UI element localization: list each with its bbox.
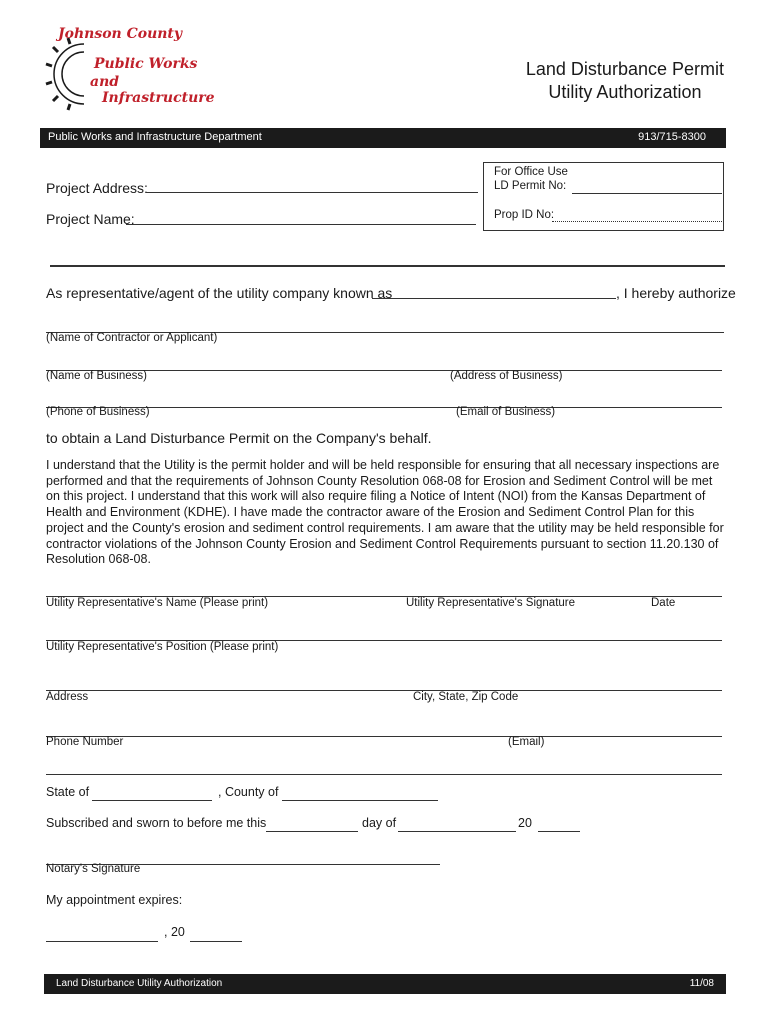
- year-prefix-label: 20: [518, 816, 532, 830]
- contractor-name-label: (Name of Contractor or Applicant): [46, 332, 218, 344]
- expires-year-prefix: , 20: [164, 925, 185, 939]
- title-line-2: Utility Authorization: [548, 82, 702, 102]
- project-address-input[interactable]: [146, 178, 478, 193]
- footer-form-name: Land Disturbance Utility Authorization: [56, 978, 223, 989]
- authorization-purpose: to obtain a Land Disturbance Permit on the Company's behalf.: [46, 430, 432, 446]
- rep-position-label: Utility Representative's Position (Please print): [46, 641, 279, 653]
- state-input[interactable]: [92, 786, 212, 801]
- phone-label: Phone Number: [46, 736, 124, 748]
- project-name-input[interactable]: [126, 210, 476, 225]
- header-bar: [40, 128, 726, 148]
- authorization-intro-end: , I hereby authorize: [616, 285, 736, 301]
- project-name-label: Project Name:: [46, 211, 135, 227]
- month-input[interactable]: [398, 817, 516, 832]
- county-of-label: , County of: [218, 785, 279, 799]
- authorization-intro: As representative/agent of the utility company known as: [46, 285, 393, 301]
- rep-position-input[interactable]: [46, 626, 722, 641]
- rep-signature-label: Utility Representative's Signature: [406, 597, 576, 609]
- appointment-expires-label: My appointment expires:: [46, 893, 183, 907]
- ld-permit-input[interactable]: [572, 179, 722, 194]
- county-logo: [44, 26, 214, 116]
- prop-id-label: Prop ID No:: [494, 209, 555, 221]
- office-use-box: [483, 162, 724, 231]
- date-label: Date: [651, 597, 676, 609]
- notary-divider: [46, 774, 722, 775]
- business-name-input[interactable]: [46, 356, 722, 371]
- business-email-label: (Email of Business): [456, 406, 556, 418]
- business-name-label: (Name of Business): [46, 370, 147, 382]
- expires-date-input[interactable]: [46, 927, 158, 942]
- city-state-zip-label: City, State, Zip Code: [413, 691, 519, 703]
- footer-bar: [44, 974, 726, 994]
- footer-form-date: 11/08: [689, 978, 714, 989]
- ld-permit-label: LD Permit No:: [494, 180, 567, 192]
- rep-name-input[interactable]: [46, 582, 722, 597]
- page-title: [526, 58, 724, 104]
- subscribed-label: Subscribed and sworn to before me this: [46, 816, 267, 830]
- logo-county: Johnson County: [58, 26, 183, 42]
- rep-name-label: Utility Representative's Name (Please print): [46, 597, 269, 609]
- department-name: Public Works and Infrastructure Department: [48, 131, 262, 143]
- logo-and: and: [90, 74, 120, 90]
- logo-infrastructure: Infrastructure: [102, 90, 215, 106]
- day-input[interactable]: [266, 817, 358, 832]
- utility-company-input[interactable]: [372, 284, 616, 299]
- email-label: (Email): [508, 736, 545, 748]
- logo-public-works: Public Works: [94, 56, 198, 72]
- phone-input[interactable]: [46, 722, 722, 737]
- contractor-name-input[interactable]: [46, 318, 724, 333]
- responsibility-statement: I understand that the Utility is the permit holder and will be held responsible for ensuring that all necessary inspections are performed and that the requirements of Johnson County Resolution 068-08 for Erosion and Sediment Control will be met on this project. I understand that this work will also require filing a Notice of Intent (NOI) from the Kansas Department of Health and Environment (KDHE). I have made the contractor aware of the Erosion and Sediment Control Plan for this project and the County's erosion and sediment control requirements. I am aware that the utility may be held responsible for contractor violations of the Johnson County Erosion and Sediment Control Requirements pursuant to section 11.20.130 of Resolution 068-08.: [46, 458, 724, 567]
- county-input[interactable]: [282, 786, 438, 801]
- state-of-label: State of: [46, 785, 90, 799]
- notary-signature-label: Notary's Signature: [46, 863, 141, 875]
- office-use-heading: For Office Use: [494, 166, 568, 178]
- business-address-label: (Address of Business): [450, 370, 563, 382]
- business-phone-label: (Phone of Business): [46, 406, 150, 418]
- address-input[interactable]: [46, 676, 722, 691]
- address-label: Address: [46, 691, 89, 703]
- prop-id-input[interactable]: [552, 207, 722, 222]
- title-line-1: Land Disturbance Permit: [525, 59, 724, 79]
- department-phone: 913/715-8300: [638, 131, 706, 143]
- section-divider: [50, 265, 725, 267]
- project-address-label: Project Address:: [46, 180, 148, 196]
- day-of-label: day of: [362, 816, 397, 830]
- expires-year-input[interactable]: [190, 927, 242, 942]
- year-input[interactable]: [538, 817, 580, 832]
